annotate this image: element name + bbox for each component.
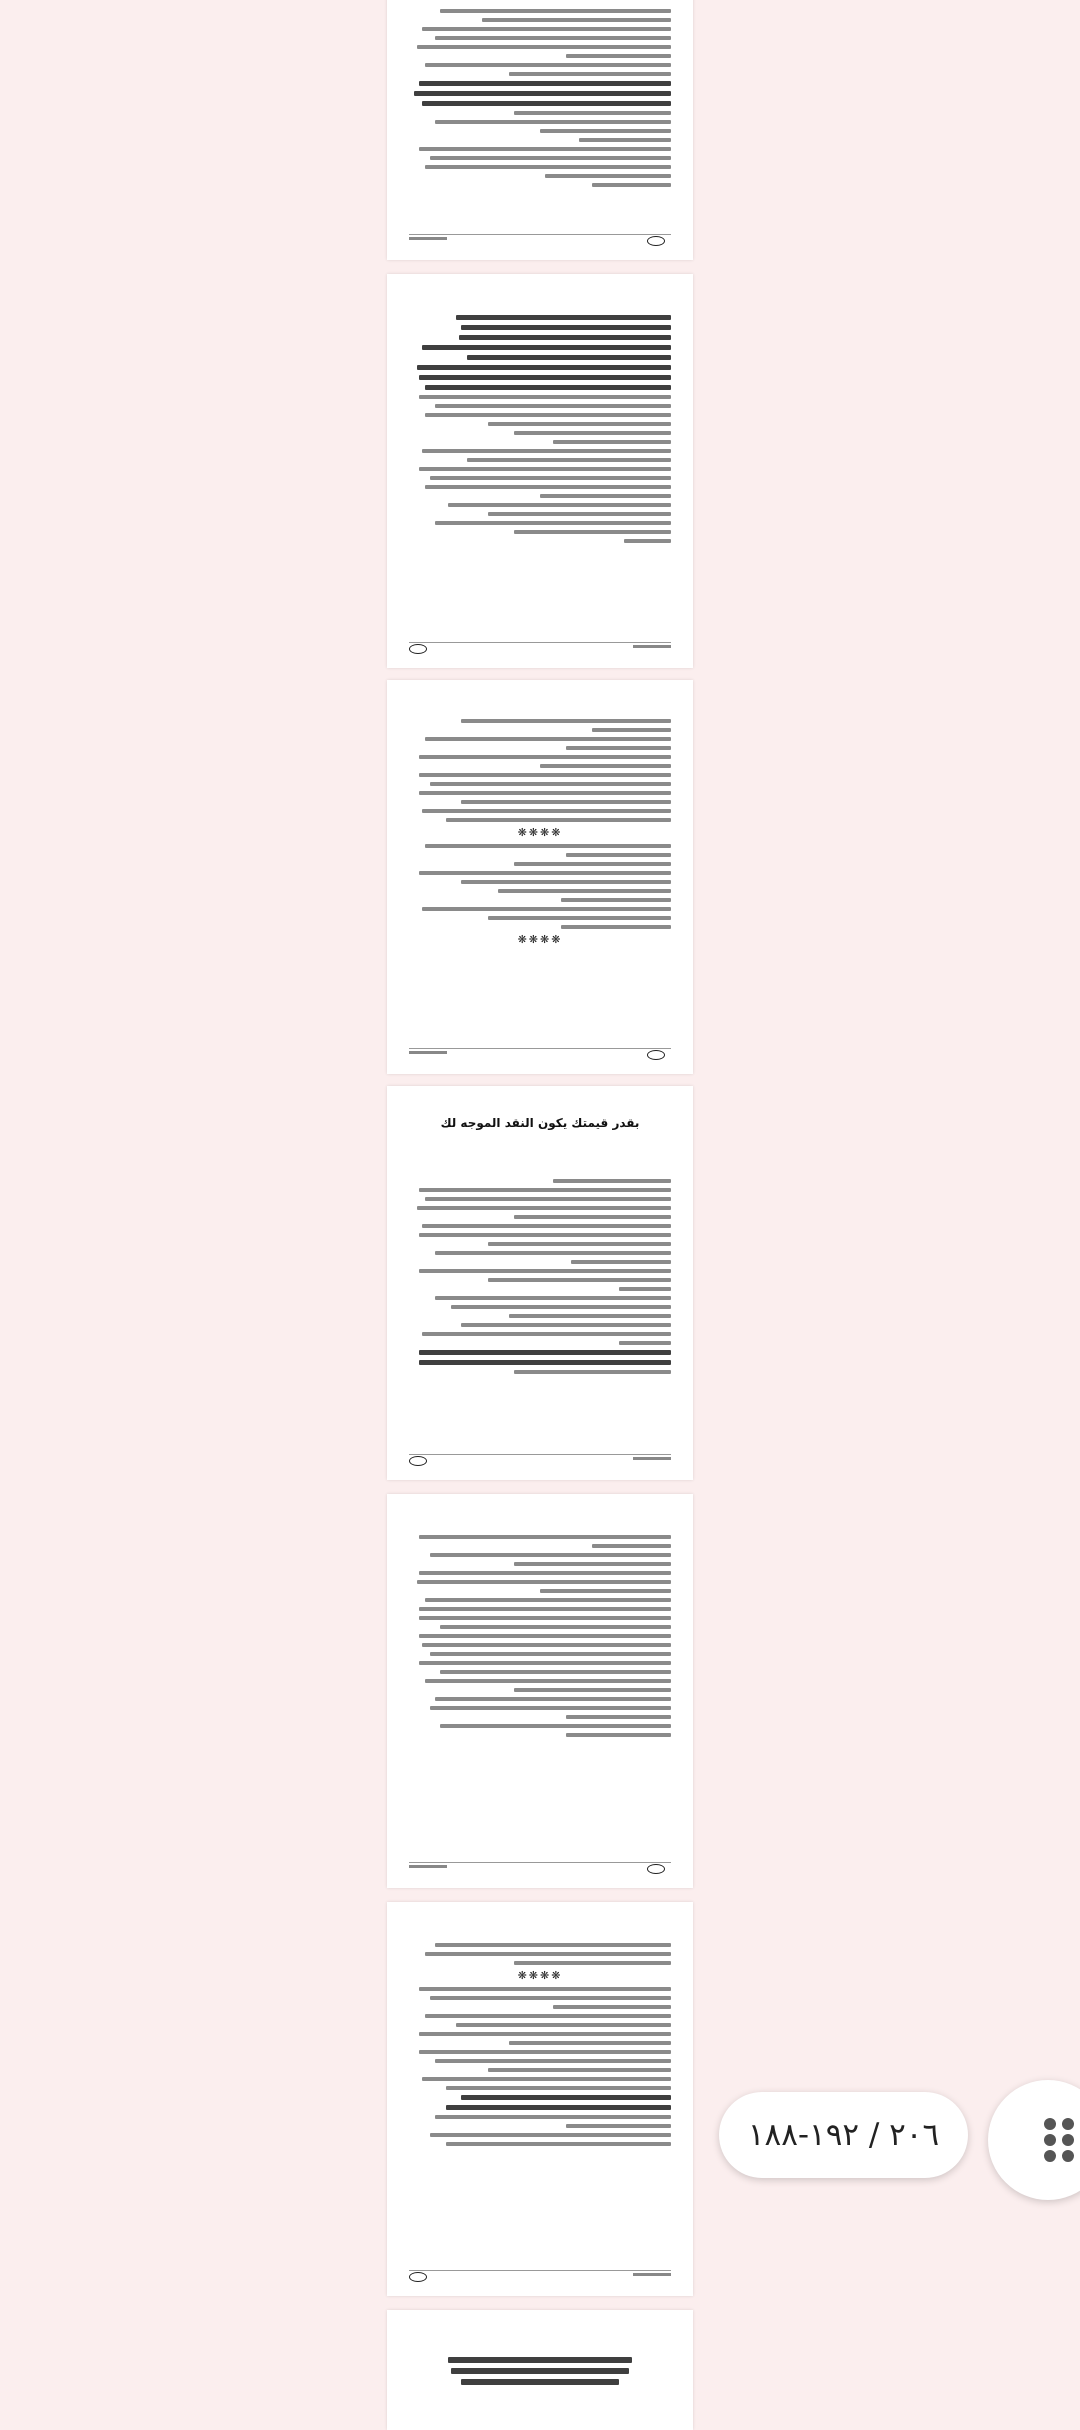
page-1-footer	[409, 234, 671, 248]
page-number-badge	[647, 1050, 665, 1060]
page-2	[387, 274, 693, 668]
page-3	[387, 680, 693, 1074]
page-number-badge	[647, 236, 665, 246]
page-1	[387, 0, 693, 260]
page-number-badge	[409, 644, 427, 654]
chapter-title: بقدر قيمتك يكون النقد الموجه لك	[440, 1116, 640, 1130]
page-indicator[interactable]	[719, 2092, 968, 2178]
page-7-text	[409, 2352, 671, 2402]
page-4-text	[409, 1174, 671, 1452]
page-4-footer	[409, 1454, 671, 1468]
page-5-footer	[409, 1862, 671, 1876]
page-6-footer	[409, 2270, 671, 2284]
page-2-text	[409, 310, 671, 640]
thumbnail-grid-button[interactable]	[988, 2080, 1080, 2200]
grid-dots-icon	[1044, 2118, 1080, 2162]
page-3-text	[409, 714, 671, 1046]
page-6-text	[409, 1938, 671, 2268]
page-1-text	[409, 4, 671, 232]
stars-separator: ❋❋❋❋	[517, 933, 563, 946]
page-2-footer	[409, 642, 671, 656]
stars-separator: ❋❋❋❋	[517, 1969, 563, 1982]
page-4	[387, 1086, 693, 1480]
stars-separator: ❋❋❋❋	[517, 826, 563, 839]
page-indicator-label: ٢٠٦ / ١٩٢-١٨٨	[747, 2117, 940, 2153]
page-number-badge	[409, 1456, 427, 1466]
page-5-text	[409, 1530, 671, 1860]
page-5	[387, 1494, 693, 1888]
page-number-badge	[647, 1864, 665, 1874]
page-3-footer	[409, 1048, 671, 1062]
page-7	[387, 2310, 693, 2430]
page-6	[387, 1902, 693, 2296]
page-number-badge	[409, 2272, 427, 2282]
